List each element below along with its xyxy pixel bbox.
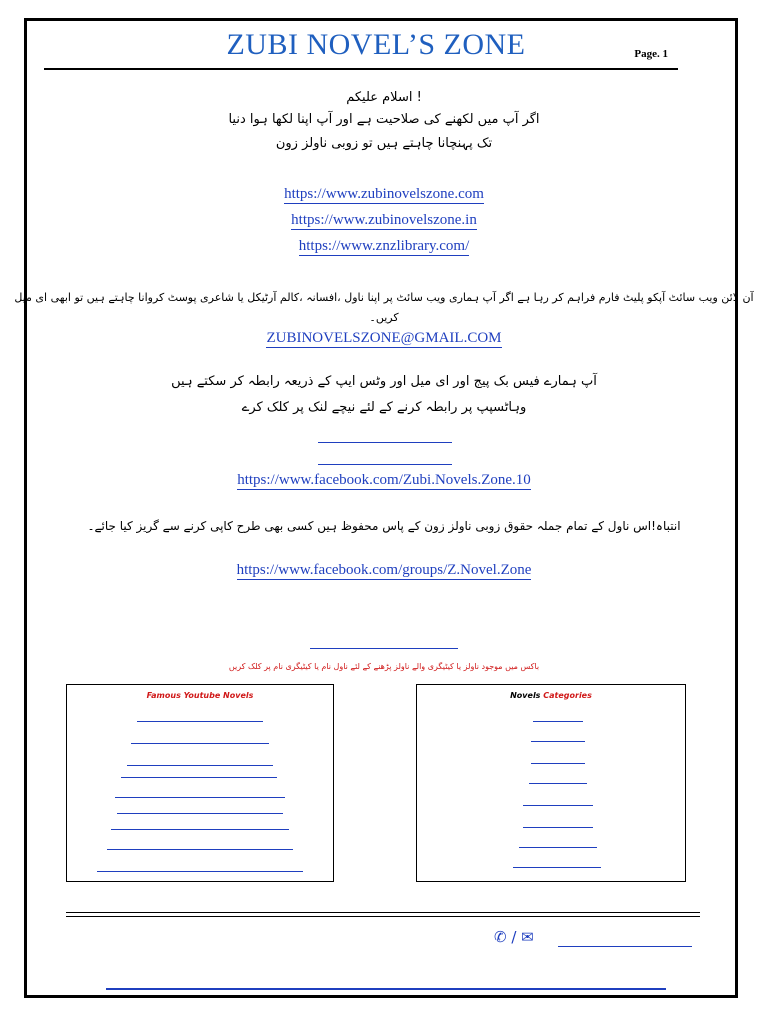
email-link[interactable]: ZUBINOVELSZONE@GMAIL.COM — [266, 330, 502, 346]
platform-text: آن لائن ویب سائٹ آپکو پلیٹ فارم فراہم کر رہا ہے اگر آپ ہماری ویب سائٹ پر اپنا ناول ،افسانہ ،کالم آرٹیکل یا شاعری پوسٹ کروانا چاہتے ہیں تو ابھی ای میل کریں۔ — [14, 291, 754, 324]
contact-line-1: آپ ہمارے فیس بک پیج اور ای میل اور وٹس ایپ کے ذریعہ رابطہ کر سکتے ہیں — [171, 374, 597, 389]
category-link[interactable] — [529, 783, 587, 784]
youtube-novels-box — [66, 684, 334, 882]
youtube-novel-link[interactable] — [107, 849, 293, 850]
youtube-novel-link[interactable] — [111, 829, 289, 830]
box-instruction-note: باکس میں موجود ناولز یا کیٹیگری والے ناولز پڑھنے کے لئے ناول نام یا کیٹیگری نام پر کلک کریں — [228, 662, 540, 671]
contact-line-2: وہاٹسپپ پر رابطہ کرنے کے لئے نیچے لنک پر کلک کرے — [241, 400, 527, 415]
title-divider — [44, 68, 678, 70]
copyright-warning: انتباہ!اس ناول کے تمام جملہ حقوق زوبی ناولز زون کے پاس محفوظ ہیں کسی بھی طرح کاپی کرنے سے گریز کیا جائے۔ — [87, 519, 681, 533]
category-link[interactable] — [519, 847, 597, 848]
whatsapp-link-1[interactable] — [318, 442, 452, 443]
category-link[interactable] — [513, 867, 601, 868]
facebook-page-link[interactable]: https://www.facebook.com/Zubi.Novels.Zone.10 — [237, 472, 531, 488]
youtube-novel-link[interactable] — [131, 743, 269, 744]
novel-categories-title: Novels Categories — [510, 691, 592, 700]
category-link[interactable] — [523, 827, 593, 828]
page-number: Page. 1 — [634, 48, 668, 60]
intro-line-2: تک پہنچانا چاہتے ہیں تو زوبی ناولز زون — [275, 136, 493, 151]
site-link-in[interactable]: https://www.zubinovelszone.in — [291, 212, 477, 228]
category-link[interactable] — [531, 763, 585, 764]
whatsapp-link-2[interactable] — [318, 464, 452, 465]
youtube-novels-title: Famous Youtube Novels — [146, 691, 254, 700]
footer-contact-icons — [494, 928, 534, 946]
youtube-novel-link[interactable] — [137, 721, 263, 722]
footer-divider-top — [66, 912, 700, 913]
whatsapp-icon[interactable]: ✆ / ✉ — [494, 928, 534, 946]
facebook-group-link[interactable]: https://www.facebook.com/groups/Z.Novel.Zone — [236, 562, 532, 578]
youtube-novel-link[interactable] — [121, 777, 277, 778]
category-link[interactable] — [533, 721, 583, 722]
novel-categories-box — [416, 684, 686, 882]
site-link-library[interactable]: https://www.znzlibrary.com/ — [298, 238, 470, 254]
youtube-novel-link[interactable] — [115, 797, 285, 798]
category-link[interactable] — [531, 741, 585, 742]
site-link-com[interactable]: https://www.zubinovelszone.com — [284, 186, 484, 202]
footer-bottom-link[interactable] — [106, 988, 666, 990]
footer-divider-bottom — [66, 916, 700, 917]
youtube-novel-link[interactable] — [117, 813, 283, 814]
extra-link[interactable] — [310, 648, 458, 649]
greeting-text: ! اسلام علیکم — [346, 90, 422, 105]
footer-contact-link[interactable] — [558, 946, 692, 947]
page-title: ZUBI NOVEL’S ZONE — [226, 28, 526, 61]
youtube-novel-link[interactable] — [127, 765, 273, 766]
intro-line-1: اگر آپ میں لکھنے کی صلاحیت ہے اور آپ اپنا لکھا ہوا دنیا — [228, 112, 540, 127]
youtube-novel-link[interactable] — [97, 871, 303, 872]
category-link[interactable] — [523, 805, 593, 806]
